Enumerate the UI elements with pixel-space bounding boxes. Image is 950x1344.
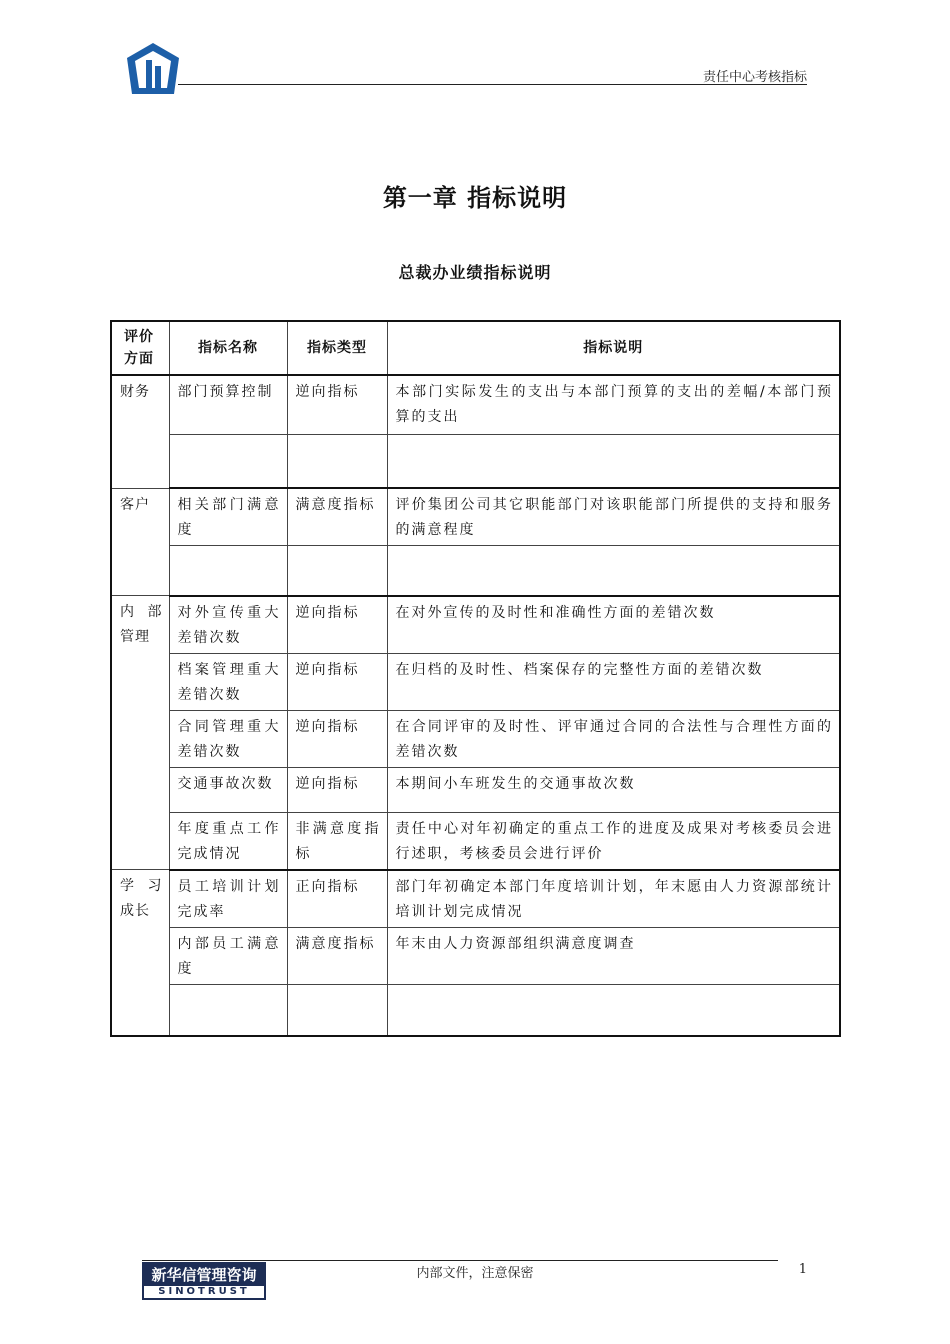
table-row	[111, 375, 840, 434]
indicator-type: 逆向指标	[287, 767, 387, 812]
indicator-name	[169, 984, 287, 1036]
indicator-description: 本期间小车班发生的交通事故次数	[387, 767, 840, 812]
table-row	[111, 927, 840, 984]
category-cell: 学习成长	[111, 870, 169, 1037]
indicator-description: 责任中心对年初确定的重点工作的进度及成果对考核委员会进行述职，考核委员会进行评价	[387, 812, 840, 870]
table-row	[111, 434, 840, 488]
indicator-description: 评价集团公司其它职能部门对该职能部门所提供的支持和服务的满意程度	[387, 488, 840, 546]
footer-logo-cn: 新华信管理咨询	[151, 1266, 257, 1284]
category-cell: 客户	[111, 488, 169, 596]
indicator-description	[387, 984, 840, 1036]
indicator-name: 相关部门满意度	[169, 488, 287, 546]
kpi-table	[110, 320, 841, 1037]
indicator-description: 在归档的及时性、档案保存的完整性方面的差错次数	[387, 653, 840, 710]
indicator-description: 在合同评审的及时性、评审通过合同的合法性与合理性方面的差错次数	[387, 710, 840, 767]
indicator-type: 逆向指标	[287, 710, 387, 767]
column-header-name: 指标名称	[169, 321, 287, 375]
indicator-name: 交通事故次数	[169, 767, 287, 812]
column-header-type: 指标类型	[287, 321, 387, 375]
indicator-description: 本部门实际发生的支出与本部门预算的支出的差幅/本部门预算的支出	[387, 375, 840, 434]
indicator-description: 在对外宣传的及时性和准确性方面的差错次数	[387, 596, 840, 654]
indicator-name: 员工培训计划完成率	[169, 870, 287, 928]
indicator-type: 满意度指标	[287, 927, 387, 984]
indicator-name	[169, 434, 287, 488]
indicator-type: 非满意度指标	[287, 812, 387, 870]
column-header-category: 评价方面	[111, 321, 169, 375]
table-row	[111, 488, 840, 546]
table-header-row	[111, 321, 840, 375]
page-number: 1	[798, 1262, 807, 1277]
indicator-type	[287, 984, 387, 1036]
indicator-description: 部门年初确定本部门年度培训计划，年末愿由人力资源部统计培训计划完成情况	[387, 870, 840, 928]
category-cell: 内部管理	[111, 596, 169, 870]
section-title: 总裁办业绩指标说明	[398, 263, 552, 282]
indicator-name: 内部员工满意度	[169, 927, 287, 984]
indicator-type	[287, 434, 387, 488]
table-row	[111, 812, 840, 870]
table-row	[111, 870, 840, 928]
header-divider	[178, 84, 807, 85]
company-logo-icon	[124, 40, 182, 96]
table-row	[111, 653, 840, 710]
column-header-description: 指标说明	[387, 321, 840, 375]
indicator-type: 逆向指标	[287, 596, 387, 654]
table-row	[111, 596, 840, 654]
indicator-type: 满意度指标	[287, 488, 387, 546]
chapter-title: 第一章 指标说明	[382, 184, 568, 212]
confidential-note: 内部文件，注意保密	[416, 1266, 534, 1281]
indicator-name: 档案管理重大差错次数	[169, 653, 287, 710]
category-cell: 财务	[111, 375, 169, 488]
table-row	[111, 767, 840, 812]
table-row	[111, 984, 840, 1036]
indicator-type	[287, 546, 387, 596]
footer-divider	[142, 1260, 778, 1261]
indicator-name: 部门预算控制	[169, 375, 287, 434]
indicator-description	[387, 434, 840, 488]
footer-logo-en: SINOTRUST	[144, 1286, 264, 1298]
indicator-description	[387, 546, 840, 596]
indicator-name	[169, 546, 287, 596]
indicator-name: 合同管理重大差错次数	[169, 710, 287, 767]
indicator-name: 年度重点工作完成情况	[169, 812, 287, 870]
table-row	[111, 710, 840, 767]
table-row	[111, 546, 840, 596]
indicator-type: 逆向指标	[287, 375, 387, 434]
header-title: 责任中心考核指标	[702, 70, 807, 85]
indicator-description: 年末由人力资源部组织满意度调查	[387, 927, 840, 984]
indicator-name: 对外宣传重大差错次数	[169, 596, 287, 654]
indicator-type: 正向指标	[287, 870, 387, 928]
indicator-type: 逆向指标	[287, 653, 387, 710]
